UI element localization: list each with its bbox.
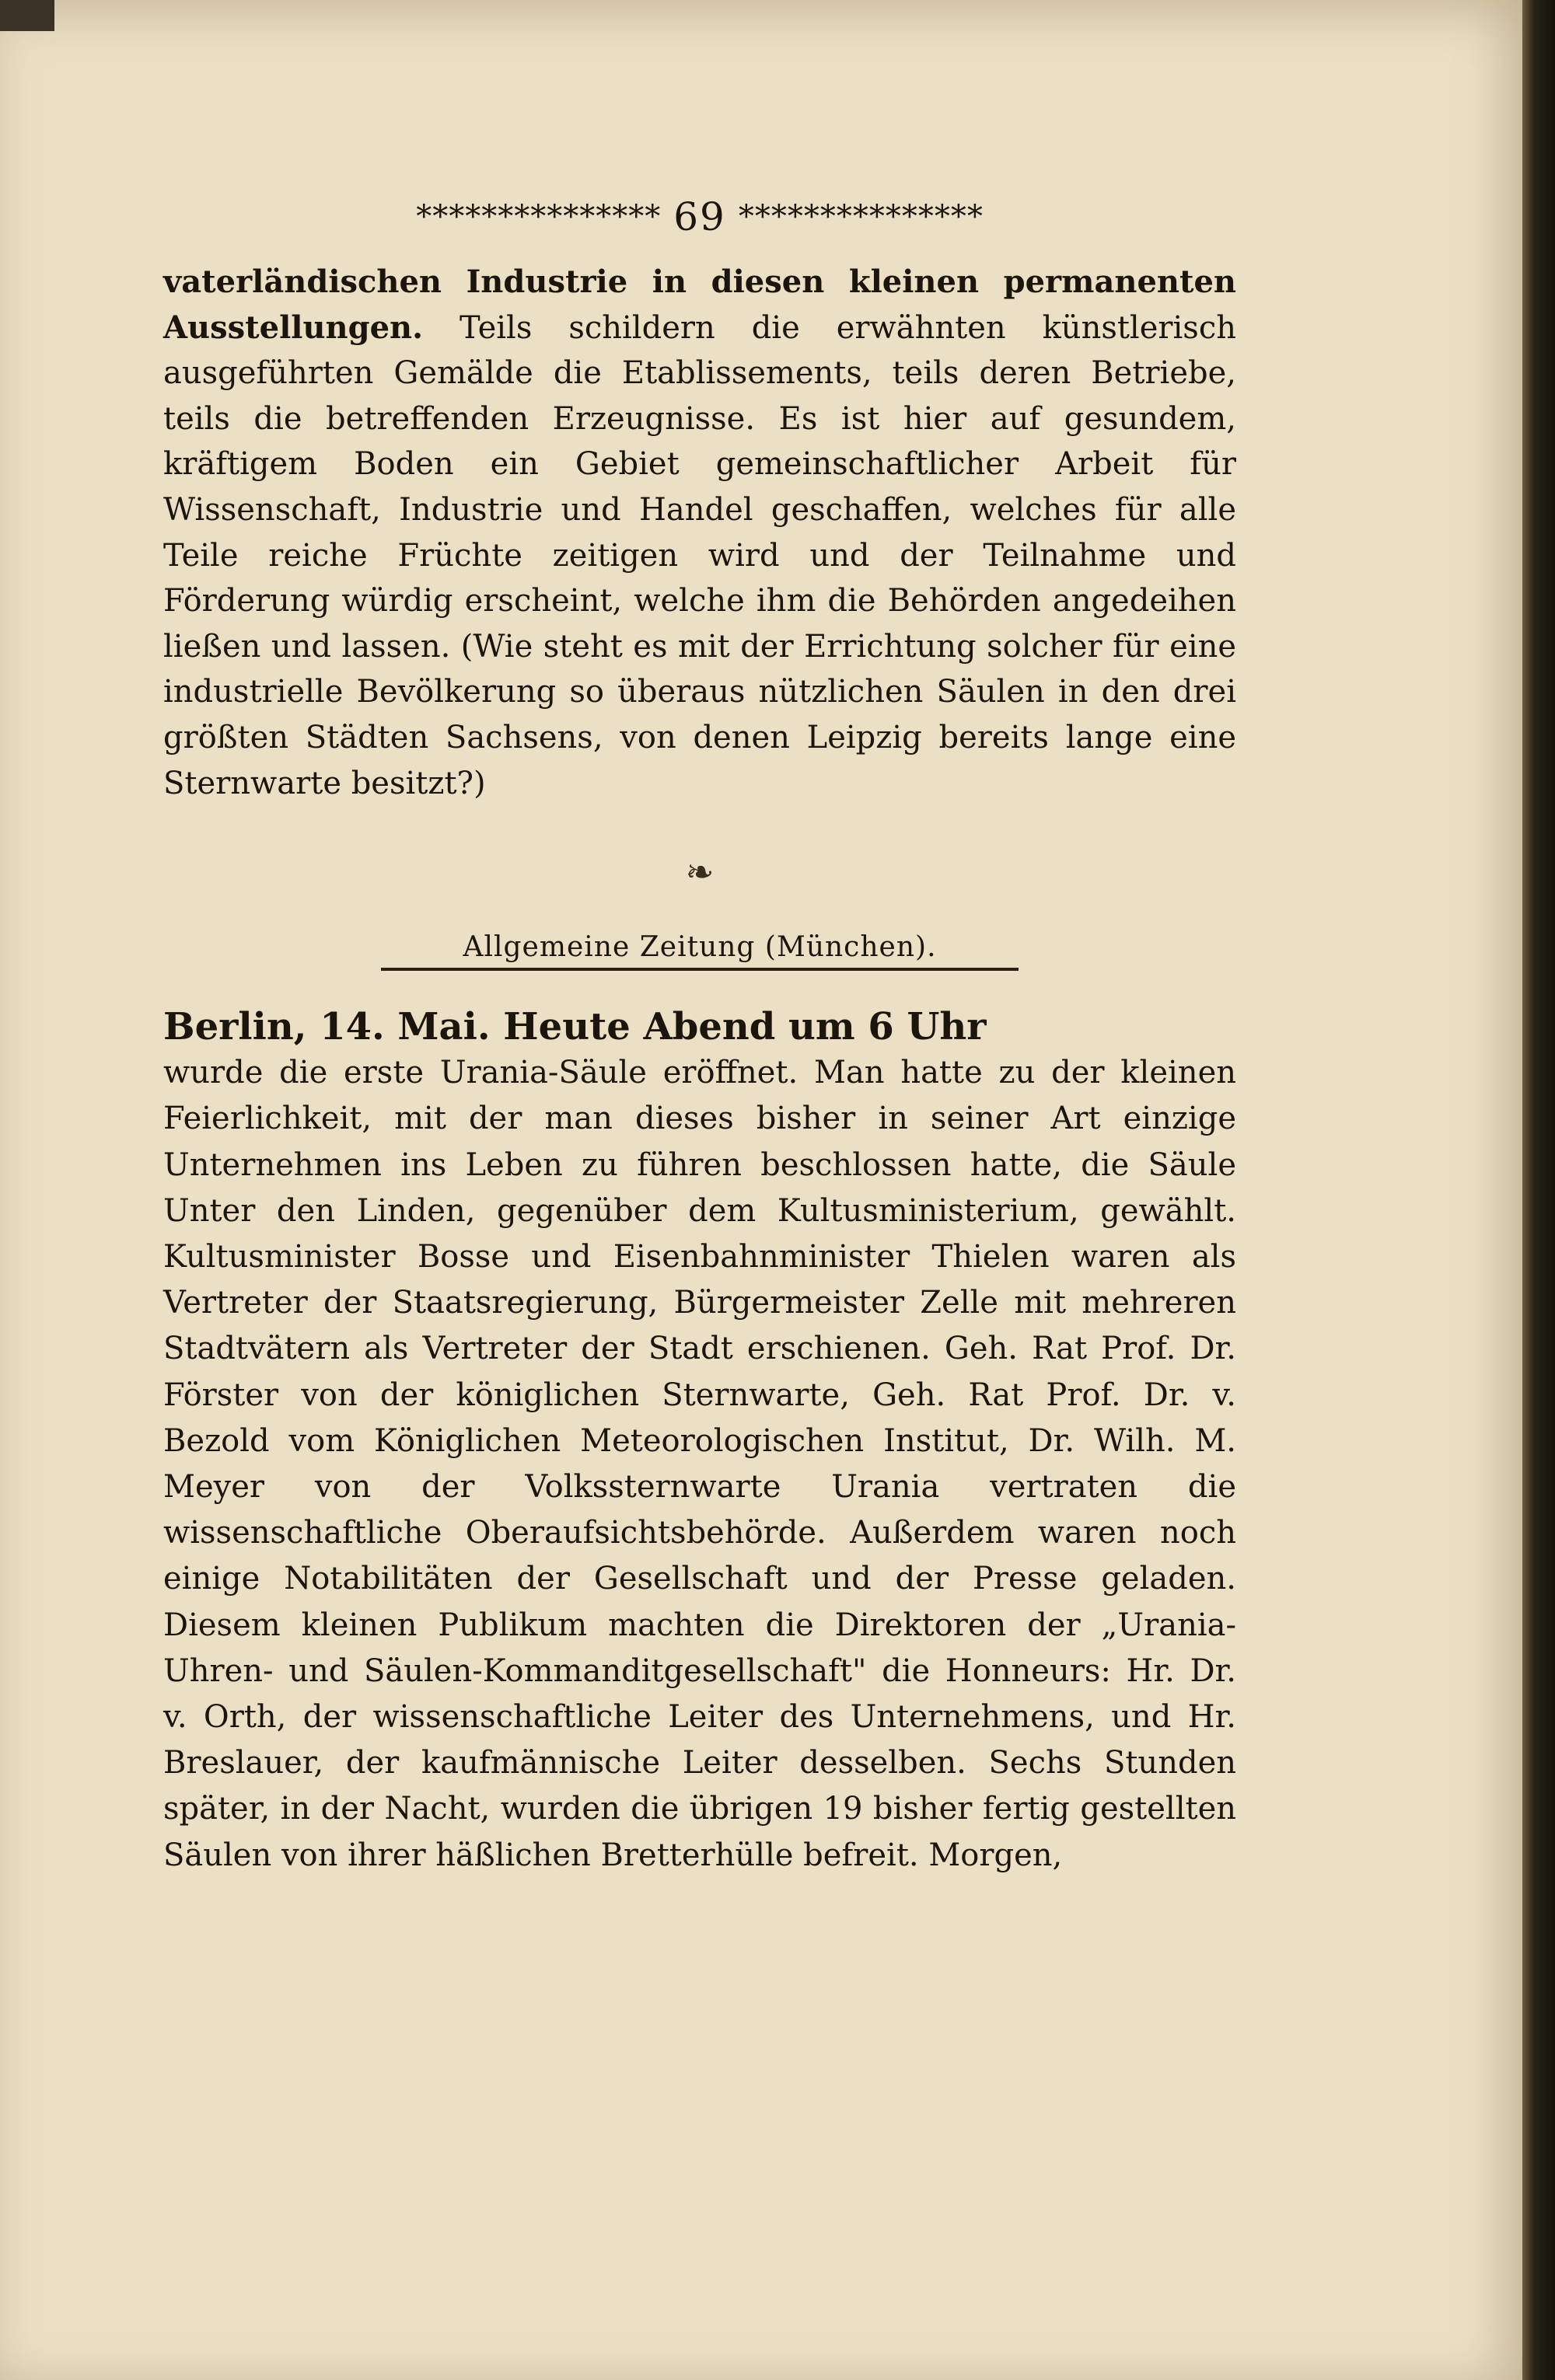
article-headline: Berlin, 14. Mai. Heute Abend um 6 Uhr (163, 1005, 987, 1049)
book-binding-edge (1522, 0, 1555, 2380)
article-continuation (163, 260, 1236, 806)
header-ornament-left: *************** (416, 199, 662, 235)
article-continuation-body: Teils schildern die erwähnten künstlerisch ausgeführten Gemälde die Etablissements, teils deren Betriebe, teils die betreffenden Erzeugnisse. Es ist hier auf gesundem, kräftigem Boden ein Gebiet gemeinschaftlicher Arbeit für Wissenschaft, Industrie und Handel geschaffen, welches für alle Teile reiche Früchte zeitigen wird und der Teilnahme und Förderung würdig erscheint, welche ihm die Behörden angedeihen ließen und lassen. (Wie steht es mit der Errichtung solcher für eine industrielle Bevölkerung so überaus nützlichen Säulen in den drei größten Städten Sachsens, von denen Leipzig bereits lange eine Sternwarte besitzt?) (163, 309, 1236, 801)
source-rule (381, 968, 1019, 971)
article-body: wurde die erste Urania-Säule eröffnet. Man hatte zu der kleinen Feierlichkeit, mit der man dieses bisher in seiner Art einzige Unternehmen ins Leben zu führen beschlossen hatte, die Säule Unter den Linden, gegenüber dem Kultusministerium, gewählt. Kultusminister Bosse und Eisenbahnminister Thielen waren als Vertreter der Staatsregierung, Bürgermeister Zelle mit mehreren Stadtvätern als Vertreter der Stadt erschienen. Geh. Rat Prof. Dr. Förster von der königlichen Sternwarte, Geh. Rat Prof. Dr. v. Bezold vom Königlichen Meteorologischen Institut, Dr. Wilh. M. Meyer von der Volkssternwarte Urania vertraten die wissenschaftliche Oberaufsichtsbehörde. Außerdem waren noch einige Notabilitäten der Gesellschaft und der Presse geladen. Diesem kleinen Publikum machten die Direktoren der „Urania-Uhren- und Säulen-Kommanditgesellschaft" die Honneurs: Hr. Dr. v. Orth, der wissenschaftliche Leiter des Unternehmens, und Hr. Breslauer, der kaufmännische Leiter desselben. Sechs Stunden später, in der Nacht, wurden die übrigen 19 bisher fertig gestellten Säulen von ihrer häßlichen Bretterhülle befreit. Morgen, (163, 1055, 1236, 1873)
source-line: Allgemeine Zeitung (München). (463, 931, 937, 964)
page-number: 69 (673, 194, 726, 239)
page-corner-shadow (0, 0, 54, 31)
page-content (163, 194, 1236, 1879)
bold-lead-text: vaterländischen Industrie in diesen kleinen permanenten Ausstellungen. (163, 263, 1236, 346)
separator-ornament: ❧ (685, 853, 715, 893)
header-ornament-right: *************** (738, 199, 984, 235)
running-header (163, 194, 1236, 239)
